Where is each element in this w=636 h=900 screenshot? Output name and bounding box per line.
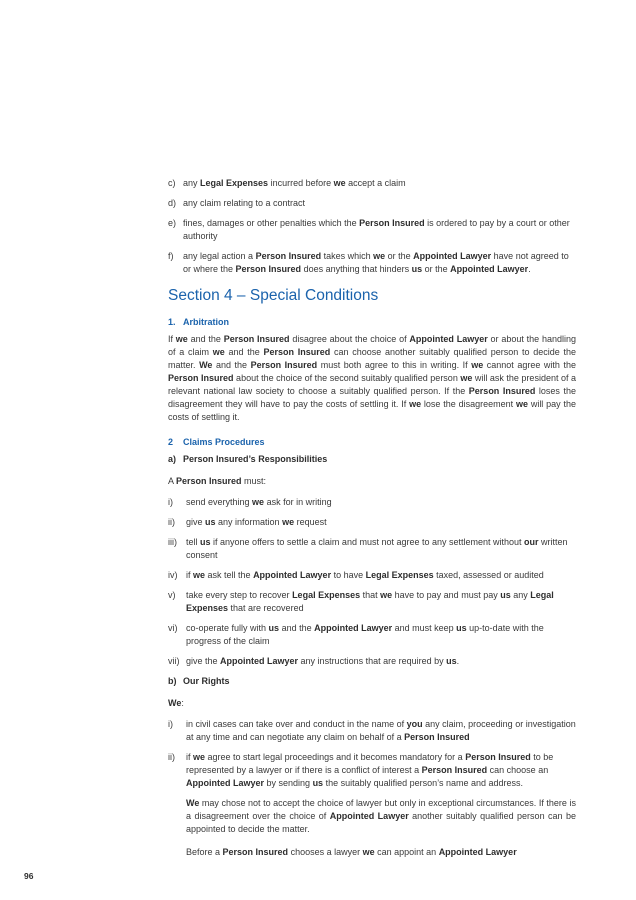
list-item-label: i): [168, 497, 173, 507]
responsibilities-subheading-text: Person Insured’s Responsibilities: [183, 454, 328, 464]
list-item-text: give us any information we request: [186, 517, 327, 527]
list-item-label: e): [168, 218, 177, 228]
our-rights-subheading-label: b): [168, 676, 177, 686]
list-item-text: give the Appointed Lawyer any instructions that are required by us.: [186, 656, 460, 666]
list-item-label: vii): [168, 656, 180, 666]
list-item: [168, 655, 576, 668]
list-item-label: d): [168, 198, 177, 208]
page-number: 96: [24, 871, 34, 881]
list-item-text: tell us if anyone offers to settle a claim and must not agree to any settlement without our written consent: [186, 537, 568, 560]
list-item-text: if we ask tell the Appointed Lawyer to have Legal Expenses taxed, assessed or audited: [186, 570, 544, 580]
list-item: [168, 589, 576, 615]
list-item-text: any Legal Expenses incurred before we accept a claim: [183, 178, 406, 188]
arbitration-heading: [168, 316, 576, 329]
list-item-text: if we agree to start legal proceedings and it becomes mandatory for a Person Insured to be represented by a lawyer or if there is a conflict of interest a Person Insured can choose an Appointed Lawyer by sending us the suitably qualified person’s name and address.: [186, 752, 554, 788]
responsibilities-intro: A Person Insured must:: [168, 476, 267, 486]
list-item: [168, 177, 576, 190]
list-item-label: c): [168, 178, 176, 188]
list-item-label: vi): [168, 623, 178, 633]
list-item-text: send everything we ask for in writing: [186, 497, 332, 507]
arbitration-body: If we and the Person Insured disagree about the choice of Appointed Lawyer or about the handling of a claim we and the Person Insured can choose another suitably qualified person to decide the matter. We and the Person Insured must both agree to this in writing. If we cannot agree with the Person Insured about the choice of the second suitably qualified person we will ask the president of a relevant national law society to choose a suitably qualified person. If the Person Insured loses the disagreement they will have to pay the costs of settling it. If we lose the disagreement we will pay the costs of settling it.: [168, 334, 576, 422]
list-item: [168, 536, 576, 562]
list-item: [168, 516, 576, 529]
list-item-text: any claim relating to a contract: [183, 198, 306, 208]
list-item-label: ii): [168, 517, 175, 527]
list-item: [168, 250, 576, 276]
our-rights-subheading: [168, 675, 576, 688]
our-rights-paragraph: We may chose not to accept the choice of lawyer but only in exceptional circumstances. If there is a disagreement over the choice of Appointed Lawyer another suitably qualified person can be appointed to decide the matter.: [186, 798, 576, 834]
list-item: [168, 622, 576, 648]
claims-heading: [168, 436, 576, 449]
list-item: [168, 496, 576, 509]
list-item-label: i): [168, 719, 173, 729]
list-item-label: iv): [168, 570, 178, 580]
claims-heading-text: Claims Procedures: [183, 437, 265, 447]
list-item-label: v): [168, 590, 176, 600]
list-item-text: fines, damages or other penalties which the Person Insured is ordered to pay by a court or other authority: [183, 218, 570, 241]
list-item-text: in civil cases can take over and conduct in the name of you any claim, proceeding or investigation at any time and can negotiate any claim on behalf of a Person Insured: [186, 719, 576, 742]
list-item: [168, 751, 576, 790]
arbitration-heading-number: 1.: [168, 317, 176, 327]
list-item-label: iii): [168, 537, 177, 547]
arbitration-heading-text: Arbitration: [183, 317, 229, 327]
list-item-label: ii): [168, 752, 175, 762]
section-title: Section 4 – Special Conditions: [168, 287, 379, 304]
list-item: [168, 569, 576, 582]
list-item: [168, 197, 576, 210]
list-item: [168, 217, 576, 243]
list-item-label: f): [168, 251, 174, 261]
our-rights-subheading-text: Our Rights: [183, 676, 230, 686]
list-item-text: take every step to recover Legal Expenses that we have to pay and must pay us any Legal Expenses that are recovered: [186, 590, 554, 613]
our-rights-intro: We:: [168, 698, 184, 708]
our-rights-paragraph: Before a Person Insured chooses a lawyer we can appoint an Appointed Lawyer: [186, 847, 517, 857]
responsibilities-subheading-label: a): [168, 454, 177, 464]
responsibilities-subheading: [168, 453, 576, 466]
list-item: [168, 718, 576, 744]
document-page: [168, 177, 576, 859]
claims-heading-number: 2: [168, 437, 174, 447]
list-item-text: any legal action a Person Insured takes which we or the Appointed Lawyer have not agreed to or where the Person Insured does anything that hinders us or the Appointed Lawyer.: [183, 251, 569, 274]
list-item-text: co-operate fully with us and the Appointed Lawyer and must keep us up-to-date with the progress of the claim: [186, 623, 544, 646]
